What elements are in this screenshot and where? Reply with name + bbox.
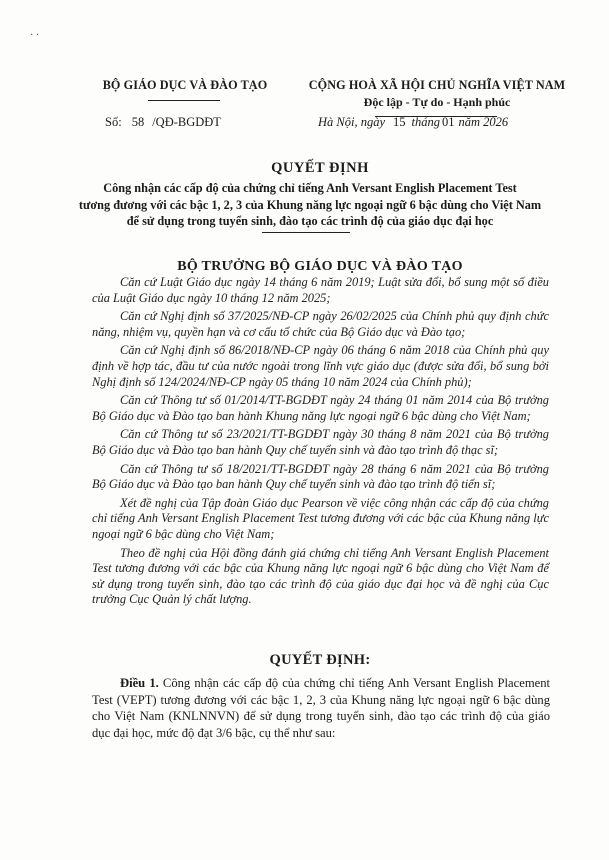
legal-basis-paragraph: Xét đề nghị của Tập đoàn Giáo dục Pearson về việc công nhận các cấp độ của chứng chỉ tiếng Anh Versant English Placement Test tương đương với các bậc của Khung năng lực ngoại ngữ 6 bậc dùng cho Việt Nam; [92, 495, 549, 541]
article-1-text: Công nhận các cấp độ của chứng chỉ tiếng Anh Versant English Placement Test (VEPT) tương đương với các bậc 1, 2, 3 của Khung năng lực ngoại ngữ 6 bậc dùng cho Việt Nam (KNLNNVN) để sử dụng trong tuyển sinh, đào tạo các trình độ của giáo dục đại học, mức độ đạt 3/6 bậc, cụ thể như sau: [92, 676, 550, 740]
legal-basis-paragraph: Căn cứ Nghị định số 37/2025/NĐ-CP ngày 26/02/2025 của Chính phủ quy định chức năng, nhiệm vụ, quyền hạn và cơ cấu tổ chức của Bộ Giáo dục và Đào tạo; [92, 309, 549, 339]
subject-underline [262, 232, 350, 233]
doc-number-prefix: Số: [105, 115, 122, 129]
issuing-agency-block [85, 78, 285, 93]
document-title: QUYẾT ĐỊNH [271, 160, 369, 176]
legal-basis-paragraph: Căn cứ Thông tư số 18/2021/TT-BGDĐT ngày 28 tháng 6 năm 2021 của Bộ trưởng Bộ Giáo dục và Đào tạo ban hành Quy chế tuyển sinh và đào tạo trình độ tiến sĩ; [92, 461, 549, 492]
country-name: CỘNG HOÀ XÃ HỘI CHỦ NGHĨA VIỆT NAM [308, 78, 566, 92]
legal-basis-paragraph: Căn cứ Luật Giáo dục ngày 14 tháng 6 năm 2019; Luật sửa đổi, bổ sung một số điều của Luật Giáo dục ngày 10 tháng 12 năm 2025; [92, 275, 549, 305]
national-motto: Độc lập - Tự do - Hạnh phúc [363, 95, 511, 109]
decision-heading: QUYẾT ĐỊNH: [269, 652, 371, 668]
subject-line: Công nhận các cấp độ của chứng chỉ tiếng Anh Versant English Placement Test [103, 181, 517, 195]
legal-bases [92, 275, 549, 611]
date-day: 15 [393, 115, 406, 129]
legal-basis-paragraph: Căn cứ Nghị định số 86/2018/NĐ-CP ngày 06 tháng 6 năm 2018 của Chính phủ quy định về hợp tác, đầu tư của nước ngoài trong lĩnh vực giáo dục (được sửa đổi, bổ sung bởi Nghị định số 124/2024/NĐ-CP ngày 05 tháng 10 năm 2024 của Chính phủ); [92, 343, 549, 389]
article-1-label: Điều 1. [120, 676, 159, 690]
article-1 [92, 675, 550, 741]
date-year: năm 2026 [458, 115, 509, 129]
ministry-name: BỘ GIÁO DỤC VÀ ĐÀO TẠO [102, 78, 268, 92]
document-date [318, 115, 508, 130]
document-number [105, 115, 221, 130]
national-header-block [282, 78, 592, 110]
scan-mark: · · [30, 30, 40, 41]
legal-basis-paragraph: Căn cứ Thông tư số 23/2021/TT-BGDĐT ngày 30 tháng 8 năm 2021 của Bộ trưởng Bộ Giáo dục và Đào tạo ban hành Quy chế tuyển sinh và đào tạo trình độ thạc sĩ; [92, 427, 549, 457]
legal-basis-paragraph: Căn cứ Thông tư số 01/2014/TT-BGDĐT ngày 24 tháng 01 năm 2014 của Bộ trưởng Bộ Giáo dục và Đào tạo ban hành Khung năng lực ngoại ngữ 6 bậc dùng cho Việt Nam; [92, 393, 549, 423]
legal-basis-paragraph: Theo đề nghị của Hội đồng đánh giá chứng chỉ tiếng Anh Versant English Placement Test tương đương với các bậc của Khung năng lực ngoại ngữ 6 bậc dùng cho Việt Nam để sử dụng trong tuyển sinh, đào tạo các trình độ của giáo dục đại học và đề nghị của Cục trưởng Cục Quản lý chất lượng. [92, 545, 549, 607]
issuing-authority: BỘ TRƯỞNG BỘ GIÁO DỤC VÀ ĐÀO TẠO [177, 259, 463, 274]
agency-underline [148, 100, 220, 101]
document-subject [30, 180, 590, 230]
date-place: Hà Nội, ngày [318, 115, 386, 129]
subject-line: để sử dụng trong tuyển sinh, đào tạo các trình độ của giáo dục đại học [126, 214, 494, 228]
article-1-paragraph [92, 675, 550, 741]
date-month: 01 [442, 115, 455, 129]
doc-number-value: 58 [131, 115, 145, 129]
subject-line: tương đương với các bậc 1, 2, 3 của Khung năng lực ngoại ngữ 6 bậc dùng cho Việt Nam [78, 197, 542, 212]
doc-number-suffix: /QĐ-BGDĐT [152, 115, 221, 129]
date-month-label: tháng [411, 115, 440, 129]
